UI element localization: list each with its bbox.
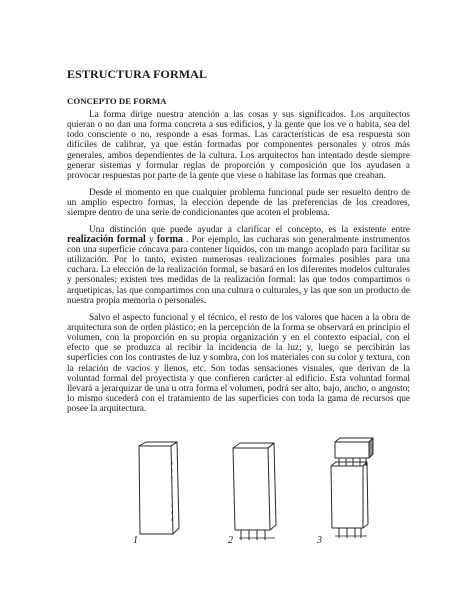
page-title: ESTRUCTURA FORMAL <box>67 67 208 81</box>
figure-label-3: 3 <box>317 535 322 546</box>
term-forma: forma <box>156 233 183 245</box>
figure-label-2: 2 <box>228 535 233 546</box>
paragraph-3-rest: . Por ejemplo, las cucharas son generalmente instrumentos con una superficie cóncava para contener líquidos, con un mango acoplado para facilitar su utilización. Por lo tanto, existen numerosas realizaciones formales posibles para una cuchara. La elección de la realización formal, se basará en los diferentes modelos culturales y personales; existen tres medidas de la realización formal: las que todos compartimos o arquetípicas, las que compartimos con una cultura o culturales, y las que son un producto de nuestra propia memoria o personales. <box>67 234 411 306</box>
figure-volumes <box>115 432 375 552</box>
paragraph-1: La forma dirige nuestra atención a las cosas y sus significados. Los arquitectos quieran o no dan una forma concreta a sus edificios, y la gente que los ve o habita, sea del todo consciente o no, responde a esas formas. Las características de esa respuesta son difíciles de calibrar, ya que están formadas por componentes personales y otros más generales, ambos dependientes de la cultura. Los arquitectos han intentado desde siempre generar sistemas y formular reglas de proporción y composición que los ayudasen a provocar respuestas por parte de la gente que viese o habitase las formas que creaban. <box>67 110 410 181</box>
section-heading: CONCEPTO DE FORMA <box>67 96 167 106</box>
paragraph-2: Desde el momento en que cualquier problema funcional pude ser resuelto dentro de un amplio espectro formas, la elección depende de las preferencias de los creadores, siempre dentro de una serie de condicionantes que acoten el problema. <box>67 188 410 219</box>
body-text <box>67 110 410 421</box>
paragraph-3-conj: y <box>145 234 157 245</box>
sketch-3-capped-block <box>331 438 373 538</box>
sketch-2-raised-block <box>233 443 276 540</box>
paragraph-3 <box>67 225 410 306</box>
volume-sketches <box>115 432 375 542</box>
paragraph-3-lead: Una distinción que puede ayudar a clarificar el concepto, es la existente entre <box>89 224 410 235</box>
sketch-1-tall-block <box>139 442 179 534</box>
term-realizacion-formal: realización formal <box>67 233 146 245</box>
figure-label-1: 1 <box>133 535 138 546</box>
paragraph-4: Salvo el aspecto funcional y el técnico, el resto de los valores que hacen a la obra de arquitectura son de orden plástico; en la percepción de la forma se observará en principio el volumen, con la proporción en su propia organización y en el contexto espacial, con el efecto que se produzca al recibir la incidencia de la luz; y, luego se percibirán las superficies con los contrastes de luz y sombra, con los materiales con su color y textura, con la relación de vacíos y llenos, etc. Son todas sensaciones visuales, que derivan de la voluntad formal del proyectista y que confieren carácter al edificio. Esta voluntad formal llevará a jerarquizar de una u otra forma el volumen, podrá ser alto, bajo, ancho, o angosto; lo mismo sucederá con el tratamiento de las superficies con toda la gama de recursos que posee la arquitectura. <box>67 312 410 415</box>
